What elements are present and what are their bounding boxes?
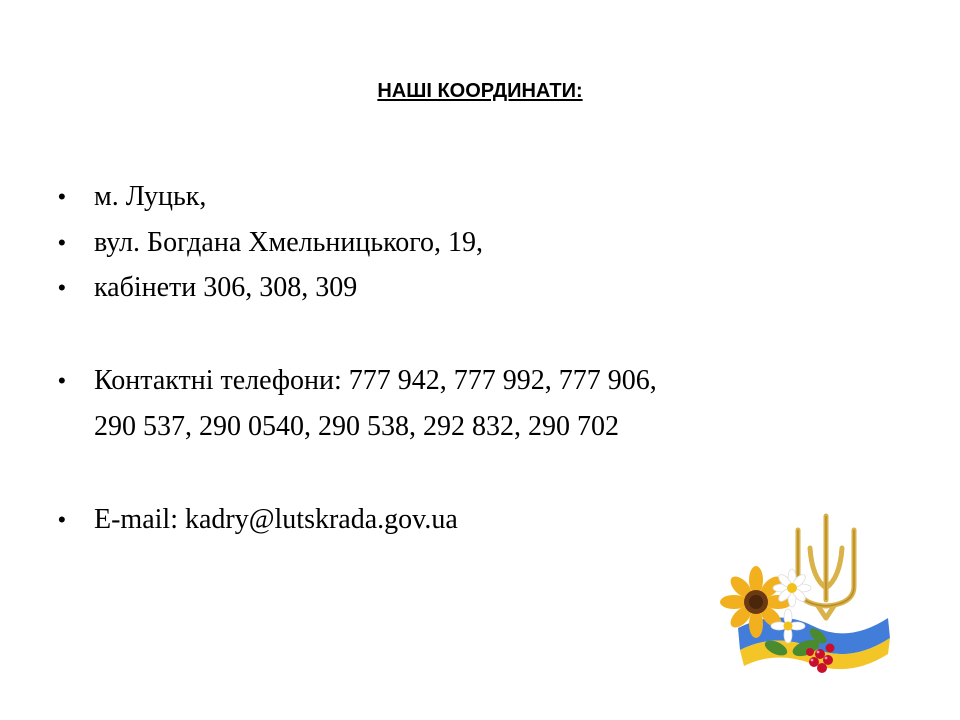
rooms-text: кабінети 306, 308, 309 (94, 272, 358, 303)
street-text: вул. Богдана Хмельницького, 19, (94, 227, 484, 258)
phones-line-2: 290 537, 290 0540, 290 538, 292 832, 290 702 (94, 411, 619, 442)
bullet-icon: • (58, 184, 66, 209)
page-title: НАШІ КООРДИНАТИ: (377, 80, 583, 102)
phones-line-1: Контактні телефони: 777 942, 777 992, 777 906, (94, 365, 657, 396)
bullet-icon: • (58, 275, 66, 300)
bullet-icon: • (58, 507, 66, 532)
bullet-icon: • (58, 230, 66, 255)
trident-with-flowers-icon (718, 508, 898, 688)
email-text[interactable]: E-mail: kadry@lutskrada.gov.ua (94, 504, 458, 535)
bullet-icon: • (58, 368, 66, 393)
city-text: м. Луцьк, (94, 181, 207, 212)
